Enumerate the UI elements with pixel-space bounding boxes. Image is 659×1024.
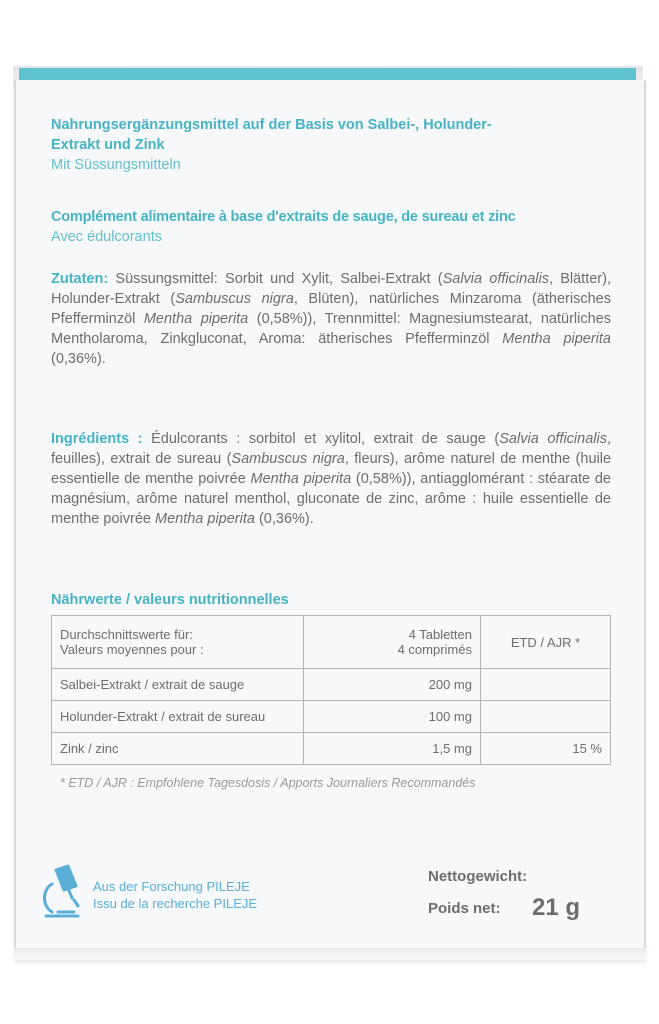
header-label-fr: Valeurs moyennes pour :: [60, 642, 204, 657]
table-row: [52, 701, 611, 733]
row-amount: 200 mg: [304, 669, 481, 701]
research-line-fr: Issu de la recherche PILEJE: [93, 896, 258, 911]
latin-name: Sambuscus nigra: [175, 291, 294, 307]
ingredients-de-text: , Blätter), Holunder-Extrakt (: [51, 271, 611, 307]
net-weight-value: 21 g: [532, 894, 581, 921]
ingredients-de: [51, 269, 611, 369]
ingredients-de-text: (0,36%).: [51, 351, 106, 367]
table-row: [52, 669, 611, 701]
latin-name: Sambuscus nigra: [231, 451, 345, 467]
ingredients-fr-text: (0,58%)), antiagglomérant : stéarate de magnésium, arôme naturel menthol, gluconate de zinc, arôme : huile essentielle de menthe poivrée: [51, 471, 611, 527]
research-line-de: Aus der Forschung PILEJE: [93, 879, 250, 894]
microscope-icon: [38, 862, 88, 922]
nutrition-heading: Nährwerte / valeurs nutritionnelles: [51, 592, 289, 608]
header-cell-label: [52, 616, 304, 669]
ingredients-fr-text: Édulcorants : sorbitol et xylitol, extrait de sauge (: [142, 431, 500, 447]
ingredients-fr: [51, 429, 611, 529]
header-amount-fr: 4 comprimés: [397, 642, 472, 657]
header-cell-amount: [304, 616, 481, 669]
latin-name: Salvia officinalis: [499, 431, 607, 447]
header-amount-de: 4 Tabletten: [408, 627, 472, 642]
title-fr: Complément alimentaire à base d'extraits de sauge, de sureau et zinc: [51, 209, 516, 225]
ingredients-de-text: Süssungsmittel: Sorbit und Xylit, Salbei-Extrakt (: [108, 271, 443, 287]
ingredients-fr-text: (0,36%).: [254, 511, 314, 527]
row-rdi: [481, 701, 611, 733]
latin-name: Salvia officinalis: [442, 271, 549, 287]
nutrition-table: [51, 615, 611, 765]
latin-name: Mentha piperita: [250, 471, 352, 487]
ingredients-de-text: , Blüten), natürliches Minzaroma (ätherisches Pfefferminzöl: [51, 291, 611, 327]
row-name: Salbei-Extrakt / extrait de sauge: [52, 669, 304, 701]
subtitle-de: Mit Süssungsmitteln: [51, 157, 181, 173]
net-weight-label-fr: Poids net:: [428, 900, 501, 917]
research-note: [93, 878, 257, 912]
row-amount: 100 mg: [304, 701, 481, 733]
table-row: [52, 733, 611, 765]
latin-name: Mentha piperita: [143, 311, 249, 327]
ingredients-de-label: Zutaten:: [51, 271, 109, 287]
ingredients-de-text: (0,58%)), Trennmittel: Magnesiumstearat, natürliches Mentholaroma, Zinkgluconat, Aroma: ätherisches Pfefferminzöl: [51, 311, 611, 347]
latin-name: Mentha piperita: [502, 331, 611, 347]
ingredients-fr-text: , fleurs), arôme naturel de menthe (huile essentielle de menthe poivrée: [51, 451, 612, 487]
row-name: Holunder-Extrakt / extrait de sureau: [52, 701, 304, 733]
row-rdi: [481, 669, 611, 701]
net-weight-label-de: Nettogewicht:: [428, 868, 528, 885]
rdi-footnote: * ETD / AJR : Empfohlene Tagesdosis / Apports Journaliers Recommandés: [60, 776, 476, 790]
header-label-de: Durchschnittswerte für:: [60, 627, 193, 642]
ingredients-fr-label: Ingrédients :: [51, 431, 143, 447]
row-amount: 1,5 mg: [304, 733, 481, 765]
row-rdi: 15 %: [481, 733, 611, 765]
title-de-line2: Extrakt und Zink: [51, 137, 165, 153]
subtitle-fr: Avec édulcorants: [51, 229, 162, 245]
row-name: Zink / zinc: [52, 733, 304, 765]
latin-name: Mentha piperita: [154, 511, 255, 527]
box-bottom-edge: [14, 948, 646, 960]
ingredients-fr-text: , feuilles), extrait de sureau (: [51, 431, 611, 467]
product-title-de: [51, 115, 611, 175]
title-de-line1: Nahrungsergänzungsmittel auf der Basis von Salbei-, Holunder-: [51, 117, 492, 133]
header-cell-rdi: ETD / AJR *: [481, 616, 611, 669]
product-title-fr: [51, 207, 611, 247]
table-header-row: [52, 616, 611, 669]
